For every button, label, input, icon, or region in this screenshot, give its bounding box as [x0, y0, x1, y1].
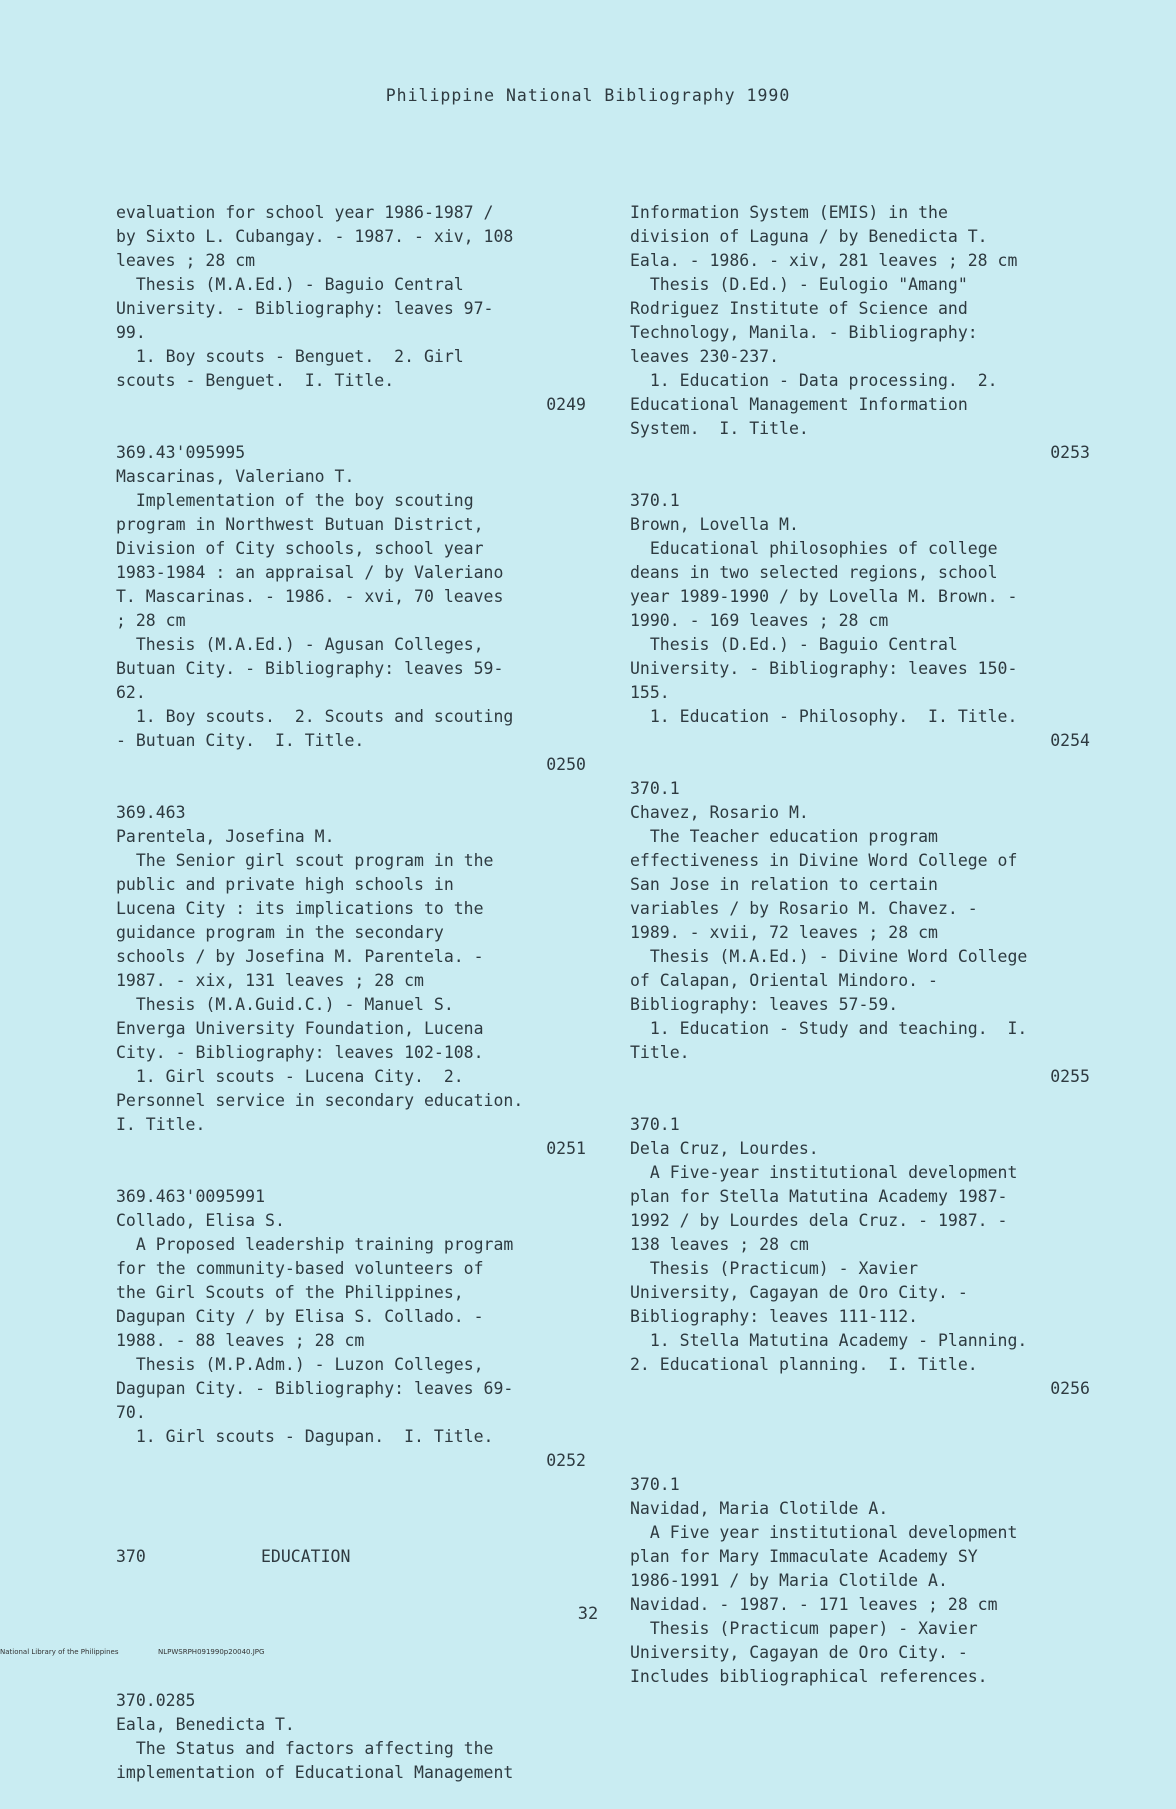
- entry-line: ; 28 cm: [116, 611, 186, 630]
- entry-line: System. I. Title.: [630, 419, 809, 438]
- entry-line: 1. Boy scouts. 2. Scouts and scouting: [116, 707, 514, 726]
- entry-line: public and private high schools in: [116, 875, 454, 894]
- entry-line: program in Northwest Butuan District,: [116, 515, 484, 534]
- entry-line: Thesis (M.P.Adm.) - Luzon Colleges,: [116, 1355, 484, 1374]
- entry-line: variables / by Rosario M. Chavez. -: [630, 899, 978, 918]
- entry-line: deans in two selected regions, school: [630, 563, 998, 582]
- entry-line: leaves 230-237.: [630, 347, 780, 366]
- entry-line: 370.1: [630, 491, 680, 510]
- entry-line: 369.463: [116, 803, 186, 822]
- bibliography-entry: [116, 201, 586, 441]
- entry-line: University. - Bibliography: leaves 97-: [116, 299, 494, 318]
- bibliography-entry: [630, 201, 1090, 489]
- entry-line: 1. Education - Data processing. 2.: [630, 371, 998, 390]
- entry-line: Brown, Lovella M.: [630, 515, 799, 534]
- entry-line: 155.: [630, 683, 670, 702]
- entry-line: Information System (EMIS) in the: [630, 203, 948, 222]
- entry-line: 99.: [116, 323, 146, 342]
- bibliography-entry: [116, 1689, 586, 1785]
- entry-line: Eala. - 1986. - xiv, 281 leaves ; 28 cm: [630, 251, 1018, 270]
- entry-line: I. Title.: [116, 1115, 206, 1134]
- entry-line: by Sixto L. Cubangay. - 1987. - xiv, 108: [116, 227, 514, 246]
- entry-line: 1990. - 169 leaves ; 28 cm: [630, 611, 889, 630]
- entry-line: Educational Management Information: [630, 395, 968, 414]
- entry-line: Mascarinas, Valeriano T.: [116, 467, 355, 486]
- entry-line: University, Cagayan de Oro City. -: [630, 1283, 968, 1302]
- entry-line: Thesis (D.Ed.) - Eulogio "Amang": [630, 275, 968, 294]
- section-heading: [116, 1545, 586, 1569]
- entry-line: 70.: [116, 1403, 146, 1422]
- entry-line: - Butuan City. I. Title.: [116, 731, 365, 750]
- spacer: [630, 753, 1090, 777]
- entry-number: 0254: [1050, 731, 1090, 750]
- bibliography-entry: [116, 801, 586, 1185]
- entry-line: Thesis (M.A.Ed.) - Divine Word College: [630, 947, 1028, 966]
- footer-source: National Library of the Philippines: [0, 1648, 119, 1656]
- right-column: [630, 153, 1090, 1713]
- entry-line: University. - Bibliography: leaves 150-: [630, 659, 1018, 678]
- entry-line: Dagupan City. - Bibliography: leaves 69-: [116, 1379, 514, 1398]
- bibliography-entry: [116, 441, 586, 801]
- entry-number: 0255: [1050, 1067, 1090, 1086]
- spacer: [116, 1473, 586, 1497]
- entry-line: City. - Bibliography: leaves 102-108.: [116, 1043, 484, 1062]
- entry-line: Bibliography: leaves 57-59.: [630, 995, 899, 1014]
- entry-line: Butuan City. - Bibliography: leaves 59-: [116, 659, 504, 678]
- entry-line: A Proposed leadership training program: [116, 1235, 514, 1254]
- entry-number: 0253: [1050, 443, 1090, 462]
- entry-line: Navidad, Maria Clotilde A.: [630, 1499, 889, 1518]
- entry-line: Personnel service in secondary education.: [116, 1091, 524, 1110]
- entry-line: 2. Educational planning. I. Title.: [630, 1355, 978, 1374]
- entry-line: Eala, Benedicta T.: [116, 1715, 295, 1734]
- bibliography-entry: [116, 1185, 586, 1497]
- entry-line: schools / by Josefina M. Parentela. -: [116, 947, 484, 966]
- entry-line: The Status and factors affecting the: [116, 1739, 494, 1758]
- entry-line: Includes bibliographical references.: [630, 1667, 988, 1686]
- entry-line: Chavez, Rosario M.: [630, 803, 809, 822]
- entry-line: for the community-based volunteers of: [116, 1259, 484, 1278]
- entry-line: A Five year institutional development: [630, 1523, 1018, 1542]
- entry-line: Collado, Elisa S.: [116, 1211, 285, 1230]
- entry-line: Thesis (M.A.Ed.) - Baguio Central: [116, 275, 464, 294]
- entry-line: Division of City schools, school year: [116, 539, 484, 558]
- spacer: [630, 1401, 1090, 1425]
- entry-line: Rodriguez Institute of Science and: [630, 299, 968, 318]
- entry-line: Lucena City : its implications to the: [116, 899, 484, 918]
- entry-line: 1. Stella Matutina Academy - Planning.: [630, 1331, 1028, 1350]
- entry-line: plan for Stella Matutina Academy 1987-: [630, 1187, 1008, 1206]
- entry-line: 138 leaves ; 28 cm: [630, 1235, 809, 1254]
- entry-line: A Five-year institutional development: [630, 1163, 1018, 1182]
- entry-line: 1983-1984 : an appraisal / by Valeriano: [116, 563, 504, 582]
- entry-line: 1989. - xvii, 72 leaves ; 28 cm: [630, 923, 938, 942]
- entry-line: 1992 / by Lourdes dela Cruz. - 1987. -: [630, 1211, 1008, 1230]
- entry-line: plan for Mary Immaculate Academy SY: [630, 1547, 978, 1566]
- entry-line: 1987. - xix, 131 leaves ; 28 cm: [116, 971, 424, 990]
- entry-line: implementation of Educational Management: [116, 1763, 514, 1782]
- entry-line: 1. Boy scouts - Benguet. 2. Girl: [116, 347, 464, 366]
- spacer: [116, 417, 586, 441]
- entry-line: Technology, Manila. - Bibliography:: [630, 323, 978, 342]
- entry-number: 0256: [1050, 1379, 1090, 1398]
- entry-line: 1. Education - Study and teaching. I.: [630, 1019, 1028, 1038]
- spacer: [630, 465, 1090, 489]
- entry-line: guidance program in the secondary: [116, 923, 444, 942]
- footer-file: NLPWSRPH091990p20040.JPG: [158, 1648, 265, 1656]
- entry-line: 370.0285: [116, 1691, 196, 1710]
- page-header: Philippine National Bibliography 1990: [385, 86, 791, 105]
- spacer: [116, 1161, 586, 1185]
- entry-line: University, Cagayan de Oro City. -: [630, 1643, 968, 1662]
- entry-line: San Jose in relation to certain: [630, 875, 938, 894]
- entry-line: division of Laguna / by Benedicta T.: [630, 227, 988, 246]
- entry-line: Thesis (M.A.Guid.C.) - Manuel S.: [116, 995, 454, 1014]
- spacer: [116, 777, 586, 801]
- entry-line: T. Mascarinas. - 1986. - xvi, 70 leaves: [116, 587, 504, 606]
- entry-number: 0251: [546, 1139, 586, 1158]
- entry-line: 369.43'095995: [116, 443, 246, 462]
- entry-number: 0250: [546, 755, 586, 774]
- entry-line: Educational philosophies of college: [630, 539, 998, 558]
- entry-line: Thesis (M.A.Ed.) - Agusan Colleges,: [116, 635, 484, 654]
- left-column: [116, 153, 586, 1809]
- bibliography-entry: [630, 489, 1090, 777]
- entry-line: Parentela, Josefina M.: [116, 827, 335, 846]
- entry-line: The Senior girl scout program in the: [116, 851, 494, 870]
- entry-line: 1988. - 88 leaves ; 28 cm: [116, 1331, 365, 1350]
- entry-line: Navidad. - 1987. - 171 leaves ; 28 cm: [630, 1595, 998, 1614]
- entry-line: 370.1: [630, 779, 680, 798]
- entry-line: 370.1: [630, 1115, 680, 1134]
- entry-line: effectiveness in Divine Word College of: [630, 851, 1018, 870]
- entry-line: 62.: [116, 683, 146, 702]
- entry-line: year 1989-1990 / by Lovella M. Brown. -: [630, 587, 1018, 606]
- entry-number: 0249: [546, 395, 586, 414]
- entry-line: 1986-1991 / by Maria Clotilde A.: [630, 1571, 948, 1590]
- entry-line: Thesis (Practicum) - Xavier: [630, 1259, 919, 1278]
- entry-line: 1. Girl scouts - Dagupan. I. Title.: [116, 1427, 494, 1446]
- entry-line: 1. Education - Philosophy. I. Title.: [630, 707, 1018, 726]
- entry-line: 1. Girl scouts - Lucena City. 2.: [116, 1067, 464, 1086]
- entry-line: Thesis (D.Ed.) - Baguio Central: [630, 635, 958, 654]
- entry-line: 370.1: [630, 1475, 680, 1494]
- entry-line: of Calapan, Oriental Mindoro. -: [630, 971, 938, 990]
- bibliography-entry: [630, 777, 1090, 1113]
- bibliography-entry: [630, 1473, 1090, 1689]
- entry-line: 369.463'0095991: [116, 1187, 266, 1206]
- entry-number: 0252: [546, 1451, 586, 1470]
- bibliography-entry: [630, 1113, 1090, 1425]
- entry-line: Enverga University Foundation, Lucena: [116, 1019, 484, 1038]
- entry-line: Dela Cruz, Lourdes.: [630, 1139, 819, 1158]
- entry-line: Dagupan City / by Elisa S. Collado. -: [116, 1307, 484, 1326]
- page-number: 32: [577, 1604, 599, 1624]
- entry-line: leaves ; 28 cm: [116, 251, 256, 270]
- spacer: [630, 1089, 1090, 1113]
- entry-line: Bibliography: leaves 111-112.: [630, 1307, 919, 1326]
- entry-line: The Teacher education program: [630, 827, 938, 846]
- entry-line: Thesis (Practicum paper) - Xavier: [630, 1619, 978, 1638]
- entry-line: Implementation of the boy scouting: [116, 491, 474, 510]
- entry-line: the Girl Scouts of the Philippines,: [116, 1283, 464, 1302]
- section-title: EDUCATION: [261, 1547, 351, 1566]
- entry-line: scouts - Benguet. I. Title.: [116, 371, 395, 390]
- entry-line: Title.: [630, 1043, 690, 1062]
- entry-line: evaluation for school year 1986-1987 /: [116, 203, 494, 222]
- section-number: 370: [116, 1547, 146, 1566]
